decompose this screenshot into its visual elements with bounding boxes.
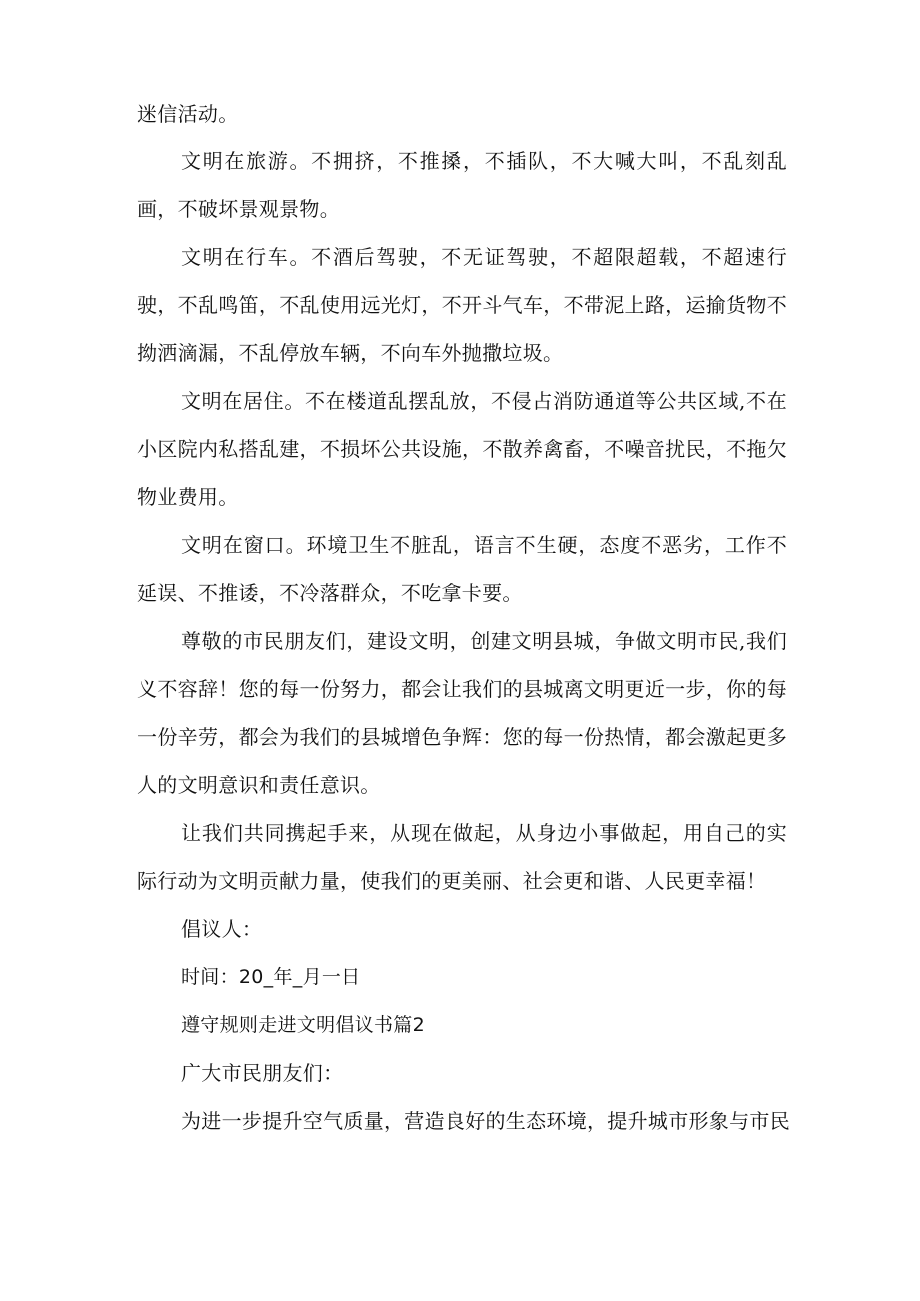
salutation: 广大市民朋友们： [181,1061,344,1085]
paragraph-driving: 文明在行车。不酒后驾驶，不无证驾驶，不超限超载，不超速行驶，不乱鸣笛，不乱使用远光灯，不开斗气车，不带泥上路，运揄货物不拗洒滴漏，不乱停放车辆，不向车外抛撒垃圾。 [137,245,787,365]
date-line: 时间：20_年_月一日 [181,966,361,988]
paragraph-tourism: 文明在旅游。不拥挤，不推搡，不插队，不大喊大叫，不乱刻乱画，不破坏景观景物。 [137,149,787,221]
proposer-label: 倡议人： [181,917,263,941]
paragraph-1: 迷信活动。 [137,102,239,126]
paragraph-appeal: 尊敬的市民朋友们，建设文明，创建文明县城，争做文明市民,我们义不容辞！您的每一份努力，都会让我们的县城离文明更近一步，你的每一份辛劳，都会为我们的县城增色争辉：您的每一份热情，都会激起更多人的文明意识和责任意识。 [137,629,787,797]
paragraph-residence: 文明在居住。不在楼道乱摆乱放，不侵占消防通道等公共区域,不在小区院内私搭乱建，不损坏公共设施，不散养禽畜，不噪音扰民，不拖欠物业费用。 [137,389,787,509]
paragraph-window: 文明在窗口。环境卫生不脏乱，语言不生硬，态度不恶劣，工作不延误、不推诿，不冷落群众，不吃拿卡要。 [137,533,787,605]
paragraph-call-to-action: 让我们共同携起手来，从现在做起，从身边小事做起，用自己的实际行动为文明贡献力量，使我们的更美丽、社会更和谐、人民更幸福！ [137,821,787,893]
section-title: 遵守规则走进文明倡议书篇2 [181,1014,425,1036]
last-paragraph-line: 为进一步提升空气质量，营造良好的生态环境，提升城市形象与市民 [181,1109,790,1133]
